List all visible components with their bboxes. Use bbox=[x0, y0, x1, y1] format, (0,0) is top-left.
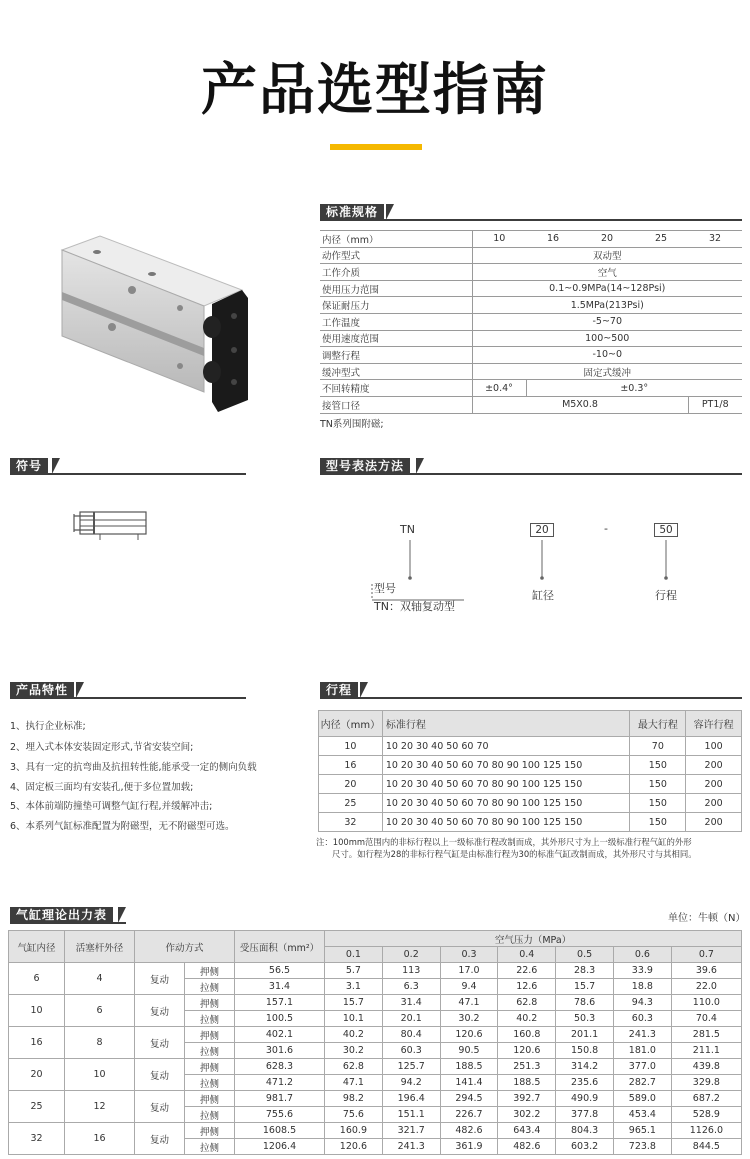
pressure-header-cell: 0.5 bbox=[556, 947, 614, 963]
table-cell: -10~0 bbox=[472, 347, 742, 364]
table-cell: 160.9 bbox=[325, 1123, 383, 1139]
table-cell: 16 bbox=[9, 1027, 65, 1059]
table-cell: 32 bbox=[688, 231, 742, 248]
table-cell: 不回转精度 bbox=[320, 380, 472, 397]
force-table bbox=[8, 930, 742, 1155]
table-cell: 141.4 bbox=[440, 1075, 498, 1091]
title-underline bbox=[330, 144, 422, 150]
table-cell: 复动 bbox=[135, 1027, 185, 1059]
section-spec bbox=[320, 204, 742, 220]
table-cell: 490.9 bbox=[556, 1091, 614, 1107]
table-cell: 56.5 bbox=[235, 963, 325, 979]
table-cell: 314.2 bbox=[556, 1059, 614, 1075]
table-cell: 482.6 bbox=[498, 1139, 556, 1155]
table-row bbox=[319, 737, 742, 756]
table-row bbox=[320, 264, 742, 281]
table-cell: 282.7 bbox=[613, 1075, 671, 1091]
table-row bbox=[9, 963, 742, 979]
table-cell: 复动 bbox=[135, 1059, 185, 1091]
cylinder-symbol-icon bbox=[72, 508, 152, 542]
table-row bbox=[320, 247, 742, 264]
spec-header-name: 内径（mm） bbox=[320, 231, 472, 248]
table-cell: 687.2 bbox=[671, 1091, 741, 1107]
table-cell: 200 bbox=[686, 794, 742, 813]
table-cell: 复动 bbox=[135, 963, 185, 995]
table-cell: 9.4 bbox=[440, 979, 498, 995]
feature-item: 1、执行企业标准; bbox=[10, 721, 86, 732]
table-cell: 150 bbox=[630, 794, 686, 813]
table-cell: 528.9 bbox=[671, 1107, 741, 1123]
table-cell: 60.3 bbox=[613, 1011, 671, 1027]
table-cell: 965.1 bbox=[613, 1123, 671, 1139]
table-cell: 150 bbox=[630, 756, 686, 775]
table-row bbox=[9, 1123, 742, 1139]
table-cell: 32 bbox=[9, 1123, 65, 1155]
table-cell: 301.6 bbox=[235, 1043, 325, 1059]
table-cell: 10 20 30 40 50 60 70 80 90 100 125 150 bbox=[382, 794, 630, 813]
table-cell: 31.4 bbox=[382, 995, 440, 1011]
table-cell: 47.1 bbox=[440, 995, 498, 1011]
table-cell: 302.2 bbox=[498, 1107, 556, 1123]
table-cell: 39.6 bbox=[671, 963, 741, 979]
table-cell: 4 bbox=[65, 963, 135, 995]
table-cell: 200 bbox=[686, 775, 742, 794]
table-cell: 空气 bbox=[472, 264, 742, 281]
table-cell: 18.8 bbox=[613, 979, 671, 995]
table-cell: ±0.4° bbox=[472, 380, 526, 397]
table-cell: 25 bbox=[9, 1091, 65, 1123]
table-cell: 1206.4 bbox=[235, 1139, 325, 1155]
section-stroke bbox=[320, 682, 742, 698]
table-cell: 22.0 bbox=[671, 979, 741, 995]
spec-table bbox=[320, 230, 742, 414]
section-force bbox=[10, 907, 126, 923]
table-header-cell: 作动方式 bbox=[135, 931, 235, 963]
table-cell: 80.4 bbox=[382, 1027, 440, 1043]
table-cell: 453.4 bbox=[613, 1107, 671, 1123]
table-cell: 16 bbox=[65, 1123, 135, 1155]
pressure-header-cell: 0.1 bbox=[325, 947, 383, 963]
table-cell: 接管口径 bbox=[320, 396, 472, 413]
table-cell: 1608.5 bbox=[235, 1123, 325, 1139]
table-cell: 20 bbox=[319, 775, 383, 794]
table-row bbox=[9, 1091, 742, 1107]
table-row bbox=[319, 775, 742, 794]
table-cell: 22.6 bbox=[498, 963, 556, 979]
table-cell: 482.6 bbox=[440, 1123, 498, 1139]
table-cell: 15.7 bbox=[325, 995, 383, 1011]
table-cell: 471.2 bbox=[235, 1075, 325, 1091]
table-cell: 241.3 bbox=[382, 1139, 440, 1155]
table-header-row bbox=[9, 931, 742, 947]
table-cell: 押侧 bbox=[185, 995, 235, 1011]
table-cell: 98.2 bbox=[325, 1091, 383, 1107]
table-cell: 3.1 bbox=[325, 979, 383, 995]
table-cell: 40.2 bbox=[325, 1027, 383, 1043]
pressure-header-cell: 0.6 bbox=[613, 947, 671, 963]
table-cell: 603.2 bbox=[556, 1139, 614, 1155]
model-label: 型号 bbox=[374, 582, 396, 595]
table-cell: 16 bbox=[319, 756, 383, 775]
section-force-label: 气缸理论出力表 bbox=[10, 907, 113, 923]
table-cell: 150.8 bbox=[556, 1043, 614, 1059]
table-cell: 15.7 bbox=[556, 979, 614, 995]
table-row bbox=[320, 280, 742, 297]
table-cell: 329.8 bbox=[671, 1075, 741, 1091]
table-cell: 25 bbox=[319, 794, 383, 813]
table-cell: 10 bbox=[319, 737, 383, 756]
table-cell: PT1/8 bbox=[688, 396, 742, 413]
table-cell: 47.1 bbox=[325, 1075, 383, 1091]
table-cell: 150 bbox=[630, 775, 686, 794]
table-cell: 使用速度范围 bbox=[320, 330, 472, 347]
table-cell: 361.9 bbox=[440, 1139, 498, 1155]
model-stroke-box: 50 bbox=[654, 523, 678, 537]
table-cell: 100~500 bbox=[472, 330, 742, 347]
table-cell: 70 bbox=[630, 737, 686, 756]
table-cell: 120.6 bbox=[325, 1139, 383, 1155]
table-cell: 113 bbox=[382, 963, 440, 979]
table-cell: 94.3 bbox=[613, 995, 671, 1011]
table-cell: 6 bbox=[65, 995, 135, 1027]
table-cell: 10 20 30 40 50 60 70 80 90 100 125 150 bbox=[382, 775, 630, 794]
table-row bbox=[320, 363, 742, 380]
table-cell: 62.8 bbox=[498, 995, 556, 1011]
table-cell: 双动型 bbox=[472, 247, 742, 264]
table-cell: 188.5 bbox=[440, 1059, 498, 1075]
table-cell: 151.1 bbox=[382, 1107, 440, 1123]
table-cell: 723.8 bbox=[613, 1139, 671, 1155]
table-cell: 复动 bbox=[135, 1123, 185, 1155]
table-cell: 235.6 bbox=[556, 1075, 614, 1091]
pressure-header-cell: 0.2 bbox=[382, 947, 440, 963]
table-cell: 10.1 bbox=[325, 1011, 383, 1027]
table-cell: 110.0 bbox=[671, 995, 741, 1011]
table-header-cell: 容许行程 bbox=[686, 711, 742, 737]
table-cell: 160.8 bbox=[498, 1027, 556, 1043]
section-symbol-label: 符号 bbox=[10, 458, 48, 474]
table-cell: 拉侧 bbox=[185, 1011, 235, 1027]
model-prefix: TN bbox=[400, 523, 415, 536]
table-cell: 6.3 bbox=[382, 979, 440, 995]
feature-item: 3、具有一定的抗弯曲及抗扭转性能,能承受一定的侧向负载 bbox=[10, 762, 257, 773]
table-cell: 工作介质 bbox=[320, 264, 472, 281]
table-row bbox=[9, 1059, 742, 1075]
table-cell: 28.3 bbox=[556, 963, 614, 979]
table-cell: 押侧 bbox=[185, 963, 235, 979]
table-cell: 628.3 bbox=[235, 1059, 325, 1075]
table-cell: 804.3 bbox=[556, 1123, 614, 1139]
table-cell: 402.1 bbox=[235, 1027, 325, 1043]
pressure-header-cell: 0.7 bbox=[671, 947, 741, 963]
table-header-cell: 受压面积（mm²） bbox=[235, 931, 325, 963]
table-cell: 75.6 bbox=[325, 1107, 383, 1123]
table-cell: 拉侧 bbox=[185, 1107, 235, 1123]
table-row bbox=[320, 297, 742, 314]
table-cell: 5.7 bbox=[325, 963, 383, 979]
table-cell: 62.8 bbox=[325, 1059, 383, 1075]
table-cell: 377.8 bbox=[556, 1107, 614, 1123]
model-label-desc: TN：双轴复动型 bbox=[374, 600, 455, 613]
table-cell: 981.7 bbox=[235, 1091, 325, 1107]
model-dash: - bbox=[604, 522, 608, 535]
table-row bbox=[319, 794, 742, 813]
table-cell: 0.1~0.9MPa(14~128Psi) bbox=[472, 280, 742, 297]
table-header-cell: 活塞杆外径 bbox=[65, 931, 135, 963]
table-cell: 30.2 bbox=[440, 1011, 498, 1027]
bore-label: 缸径 bbox=[532, 589, 554, 602]
table-cell: 押侧 bbox=[185, 1123, 235, 1139]
table-cell: 226.7 bbox=[440, 1107, 498, 1123]
section-stroke-label: 行程 bbox=[320, 682, 358, 698]
table-cell: 643.4 bbox=[498, 1123, 556, 1139]
table-cell: 保证耐压力 bbox=[320, 297, 472, 314]
table-cell: 1126.0 bbox=[671, 1123, 741, 1139]
section-symbol bbox=[10, 458, 246, 474]
table-cell: 439.8 bbox=[671, 1059, 741, 1075]
table-cell: 32 bbox=[319, 813, 383, 832]
table-cell: 拉侧 bbox=[185, 1075, 235, 1091]
table-cell: 工作温度 bbox=[320, 313, 472, 330]
table-row bbox=[320, 347, 742, 364]
table-row bbox=[9, 995, 742, 1011]
table-header-row bbox=[319, 711, 742, 737]
table-cell: 40.2 bbox=[498, 1011, 556, 1027]
table-cell: 755.6 bbox=[235, 1107, 325, 1123]
table-cell: 281.5 bbox=[671, 1027, 741, 1043]
table-cell: 188.5 bbox=[498, 1075, 556, 1091]
table-row bbox=[320, 330, 742, 347]
feature-item: 6、本系列气缸标准配置为附磁型，无不附磁型可选。 bbox=[10, 821, 235, 832]
table-cell: 125.7 bbox=[382, 1059, 440, 1075]
stroke-note-line-1: 注：100mm范围内的非标行程以上一级标准行程改制而成，其外形尺寸为上一级标准行程气缸的外形 bbox=[316, 837, 692, 847]
feature-item: 2、埋入式本体安装固定形式,节省安装空间; bbox=[10, 742, 194, 753]
table-row bbox=[9, 1027, 742, 1043]
section-model bbox=[320, 458, 742, 474]
table-cell: 12 bbox=[65, 1091, 135, 1123]
table-row bbox=[319, 756, 742, 775]
table-cell: 复动 bbox=[135, 1091, 185, 1123]
table-cell: 10 bbox=[65, 1059, 135, 1091]
table-cell: 8 bbox=[65, 1027, 135, 1059]
table-cell: 12.6 bbox=[498, 979, 556, 995]
table-cell: 90.5 bbox=[440, 1043, 498, 1059]
section-features-label: 产品特性 bbox=[10, 682, 74, 698]
table-cell: 196.4 bbox=[382, 1091, 440, 1107]
table-cell: 150 bbox=[630, 813, 686, 832]
table-cell: 20 bbox=[9, 1059, 65, 1091]
table-cell: 31.4 bbox=[235, 979, 325, 995]
table-cell: -5~70 bbox=[472, 313, 742, 330]
table-header-cell: 标准行程 bbox=[382, 711, 630, 737]
table-cell: 缓冲型式 bbox=[320, 363, 472, 380]
table-row bbox=[320, 313, 742, 330]
table-cell: 拉侧 bbox=[185, 1139, 235, 1155]
table-cell: 10 bbox=[472, 231, 526, 248]
table-cell: 94.2 bbox=[382, 1075, 440, 1091]
table-cell: 1.5MPa(213Psi) bbox=[472, 297, 742, 314]
table-cell: 211.1 bbox=[671, 1043, 741, 1059]
table-cell: 拉侧 bbox=[185, 1043, 235, 1059]
table-cell: 16 bbox=[526, 231, 580, 248]
table-cell: 70.4 bbox=[671, 1011, 741, 1027]
table-cell: 120.6 bbox=[498, 1043, 556, 1059]
table-cell: 294.5 bbox=[440, 1091, 498, 1107]
table-cell: 10 20 30 40 50 60 70 80 90 100 125 150 bbox=[382, 813, 630, 832]
pressure-header-cell: 0.4 bbox=[498, 947, 556, 963]
table-cell: 589.0 bbox=[613, 1091, 671, 1107]
spec-note: TN系列围附磁; bbox=[320, 419, 384, 430]
table-row bbox=[319, 813, 742, 832]
table-cell: 固定式缓冲 bbox=[472, 363, 742, 380]
table-cell: 20 bbox=[580, 231, 634, 248]
feature-item: 5、本体前端防撞垫可调整气缸行程,并缓解冲击; bbox=[10, 801, 213, 812]
table-cell: 50.3 bbox=[556, 1011, 614, 1027]
page-title: 产品选型指南 bbox=[201, 58, 549, 123]
table-row bbox=[320, 380, 742, 397]
stroke-note bbox=[316, 836, 746, 860]
section-features bbox=[10, 682, 246, 698]
unit-label: 单位：牛顿（N） bbox=[668, 913, 746, 924]
table-cell: 78.6 bbox=[556, 995, 614, 1011]
table-cell: 10 20 30 40 50 60 70 80 90 100 125 150 bbox=[382, 756, 630, 775]
table-cell: 100 bbox=[686, 737, 742, 756]
pressure-header-cell: 0.3 bbox=[440, 947, 498, 963]
table-cell: 复动 bbox=[135, 995, 185, 1027]
model-bore-box: 20 bbox=[530, 523, 554, 537]
table-cell: 100.5 bbox=[235, 1011, 325, 1027]
table-cell: 200 bbox=[686, 756, 742, 775]
table-cell: 201.1 bbox=[556, 1027, 614, 1043]
table-cell: 17.0 bbox=[440, 963, 498, 979]
cylinder-product-image bbox=[52, 232, 257, 412]
table-cell: 251.3 bbox=[498, 1059, 556, 1075]
table-cell: 10 bbox=[9, 995, 65, 1027]
table-header-cell: 内径（mm） bbox=[319, 711, 383, 737]
table-cell: 拉侧 bbox=[185, 979, 235, 995]
table-cell: 241.3 bbox=[613, 1027, 671, 1043]
table-cell: 使用压力范围 bbox=[320, 280, 472, 297]
table-header-cell: 空气压力（MPa） bbox=[325, 931, 742, 947]
table-cell: M5X0.8 bbox=[472, 396, 688, 413]
table-row bbox=[320, 396, 742, 413]
table-cell: 6 bbox=[9, 963, 65, 995]
table-cell: 377.0 bbox=[613, 1059, 671, 1075]
table-cell: 392.7 bbox=[498, 1091, 556, 1107]
table-cell: 25 bbox=[634, 231, 688, 248]
table-header-cell: 最大行程 bbox=[630, 711, 686, 737]
model-leader-lines bbox=[370, 536, 690, 606]
table-cell: 20.1 bbox=[382, 1011, 440, 1027]
table-cell: 押侧 bbox=[185, 1091, 235, 1107]
table-cell: 200 bbox=[686, 813, 742, 832]
table-cell: 60.3 bbox=[382, 1043, 440, 1059]
stroke-table bbox=[318, 710, 742, 832]
table-cell: ±0.3° bbox=[526, 380, 742, 397]
stroke-label: 行程 bbox=[655, 589, 677, 602]
table-cell: 30.2 bbox=[325, 1043, 383, 1059]
table-cell: 844.5 bbox=[671, 1139, 741, 1155]
section-model-label: 型号表法方法 bbox=[320, 458, 410, 474]
table-cell: 181.0 bbox=[613, 1043, 671, 1059]
table-cell: 押侧 bbox=[185, 1059, 235, 1075]
table-cell: 押侧 bbox=[185, 1027, 235, 1043]
table-cell: 120.6 bbox=[440, 1027, 498, 1043]
table-cell: 调整行程 bbox=[320, 347, 472, 364]
table-cell: 157.1 bbox=[235, 995, 325, 1011]
table-cell: 33.9 bbox=[613, 963, 671, 979]
section-spec-label: 标准规格 bbox=[320, 204, 384, 220]
table-cell: 10 20 30 40 50 60 70 bbox=[382, 737, 630, 756]
table-row bbox=[320, 231, 742, 248]
stroke-note-line-2: 尺寸。如行程为28的非标行程气缸是由标准行程为30的标准气缸改制而成，其外形尺寸与其相同。 bbox=[332, 849, 697, 859]
table-cell: 321.7 bbox=[382, 1123, 440, 1139]
feature-item: 4、固定板三面均有安装孔,便于多位置加载; bbox=[10, 782, 194, 793]
table-cell: 动作型式 bbox=[320, 247, 472, 264]
table-header-cell: 气缸内径 bbox=[9, 931, 65, 963]
